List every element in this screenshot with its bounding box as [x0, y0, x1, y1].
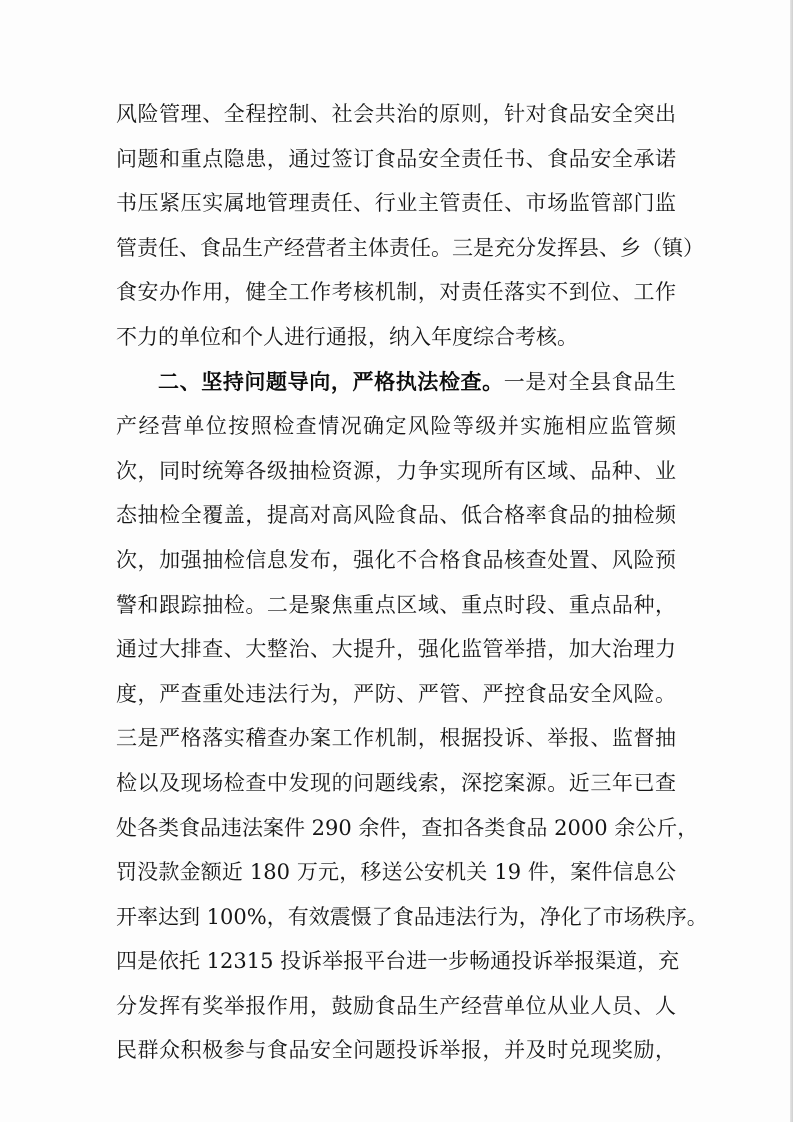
text-line: 管责任、食品生产经营者主体责任。三是充分发挥县、乡（镇） — [116, 235, 704, 260]
text-line: 罚没款金额近 180 万元，移送公安机关 19 件，案件信息公 — [116, 860, 676, 885]
document-body — [116, 92, 708, 1073]
text-line: 三是严格落实稽查办案工作机制，根据投诉、举报、监督抽 — [116, 726, 676, 751]
text-line: 度，严查重处违法行为，严防、严管、严控食品安全风险。 — [116, 681, 676, 706]
text-line: 态抽检全覆盖，提高对高风险食品、低合格率食品的抽检频 — [116, 503, 676, 528]
text-line: 民群众积极参与食品安全问题投诉举报，并及时兑现奖励， — [116, 1038, 676, 1063]
text-line: 风险管理、全程控制、社会共治的原则，针对食品安全突出 — [116, 102, 676, 126]
text-line: 食安办作用，健全工作考核机制，对责任落实不到位、工作 — [116, 280, 676, 305]
text-line: 通过大排查、大整治、大提升，强化监管举措，加大治理力 — [116, 637, 676, 662]
text-line: 开率达到 100%，有效震慑了食品违法行为，净化了市场秩序。 — [116, 904, 708, 929]
text-line: 分发挥有奖举报作用，鼓励食品生产经营单位从业人员、人 — [116, 993, 676, 1018]
text-line: 书压紧压实属地管理责任、行业主管责任、市场监管部门监 — [116, 191, 676, 216]
text-line: 处各类食品违法案件 290 余件，查扣各类食品 2000 余公斤， — [116, 815, 699, 840]
text-line: 检以及现场检查中发现的问题线索，深挖案源。近三年已查 — [116, 770, 676, 795]
text-line: 不力的单位和个人进行通报，纳入年度综合考核。 — [116, 324, 578, 349]
text-line: 四是依托 12315 投诉举报平台进一步畅通投诉举报渠道，充 — [116, 949, 680, 974]
text-line: 产经营单位按照检查情况确定风险等级并实施相应监管频 — [116, 414, 676, 439]
section-heading-line — [116, 360, 676, 405]
text-line: 次，加强抽检信息发布，强化不合格食品核查处置、风险预 — [116, 547, 676, 572]
text-line: 问题和重点隐患，通过签订食品安全责任书、食品安全承诺 — [116, 146, 676, 171]
text-line: 次，同时统筹各级抽检资源，力争实现所有区域、品种、业 — [116, 458, 676, 483]
section-heading: 二、坚持问题导向，严格执法检查。 — [158, 369, 504, 394]
section-heading-continuation: 一是对全县食品生 — [503, 369, 677, 394]
text-line: 警和跟踪抽检。二是聚焦重点区域、重点时段、重点品种， — [116, 592, 676, 617]
